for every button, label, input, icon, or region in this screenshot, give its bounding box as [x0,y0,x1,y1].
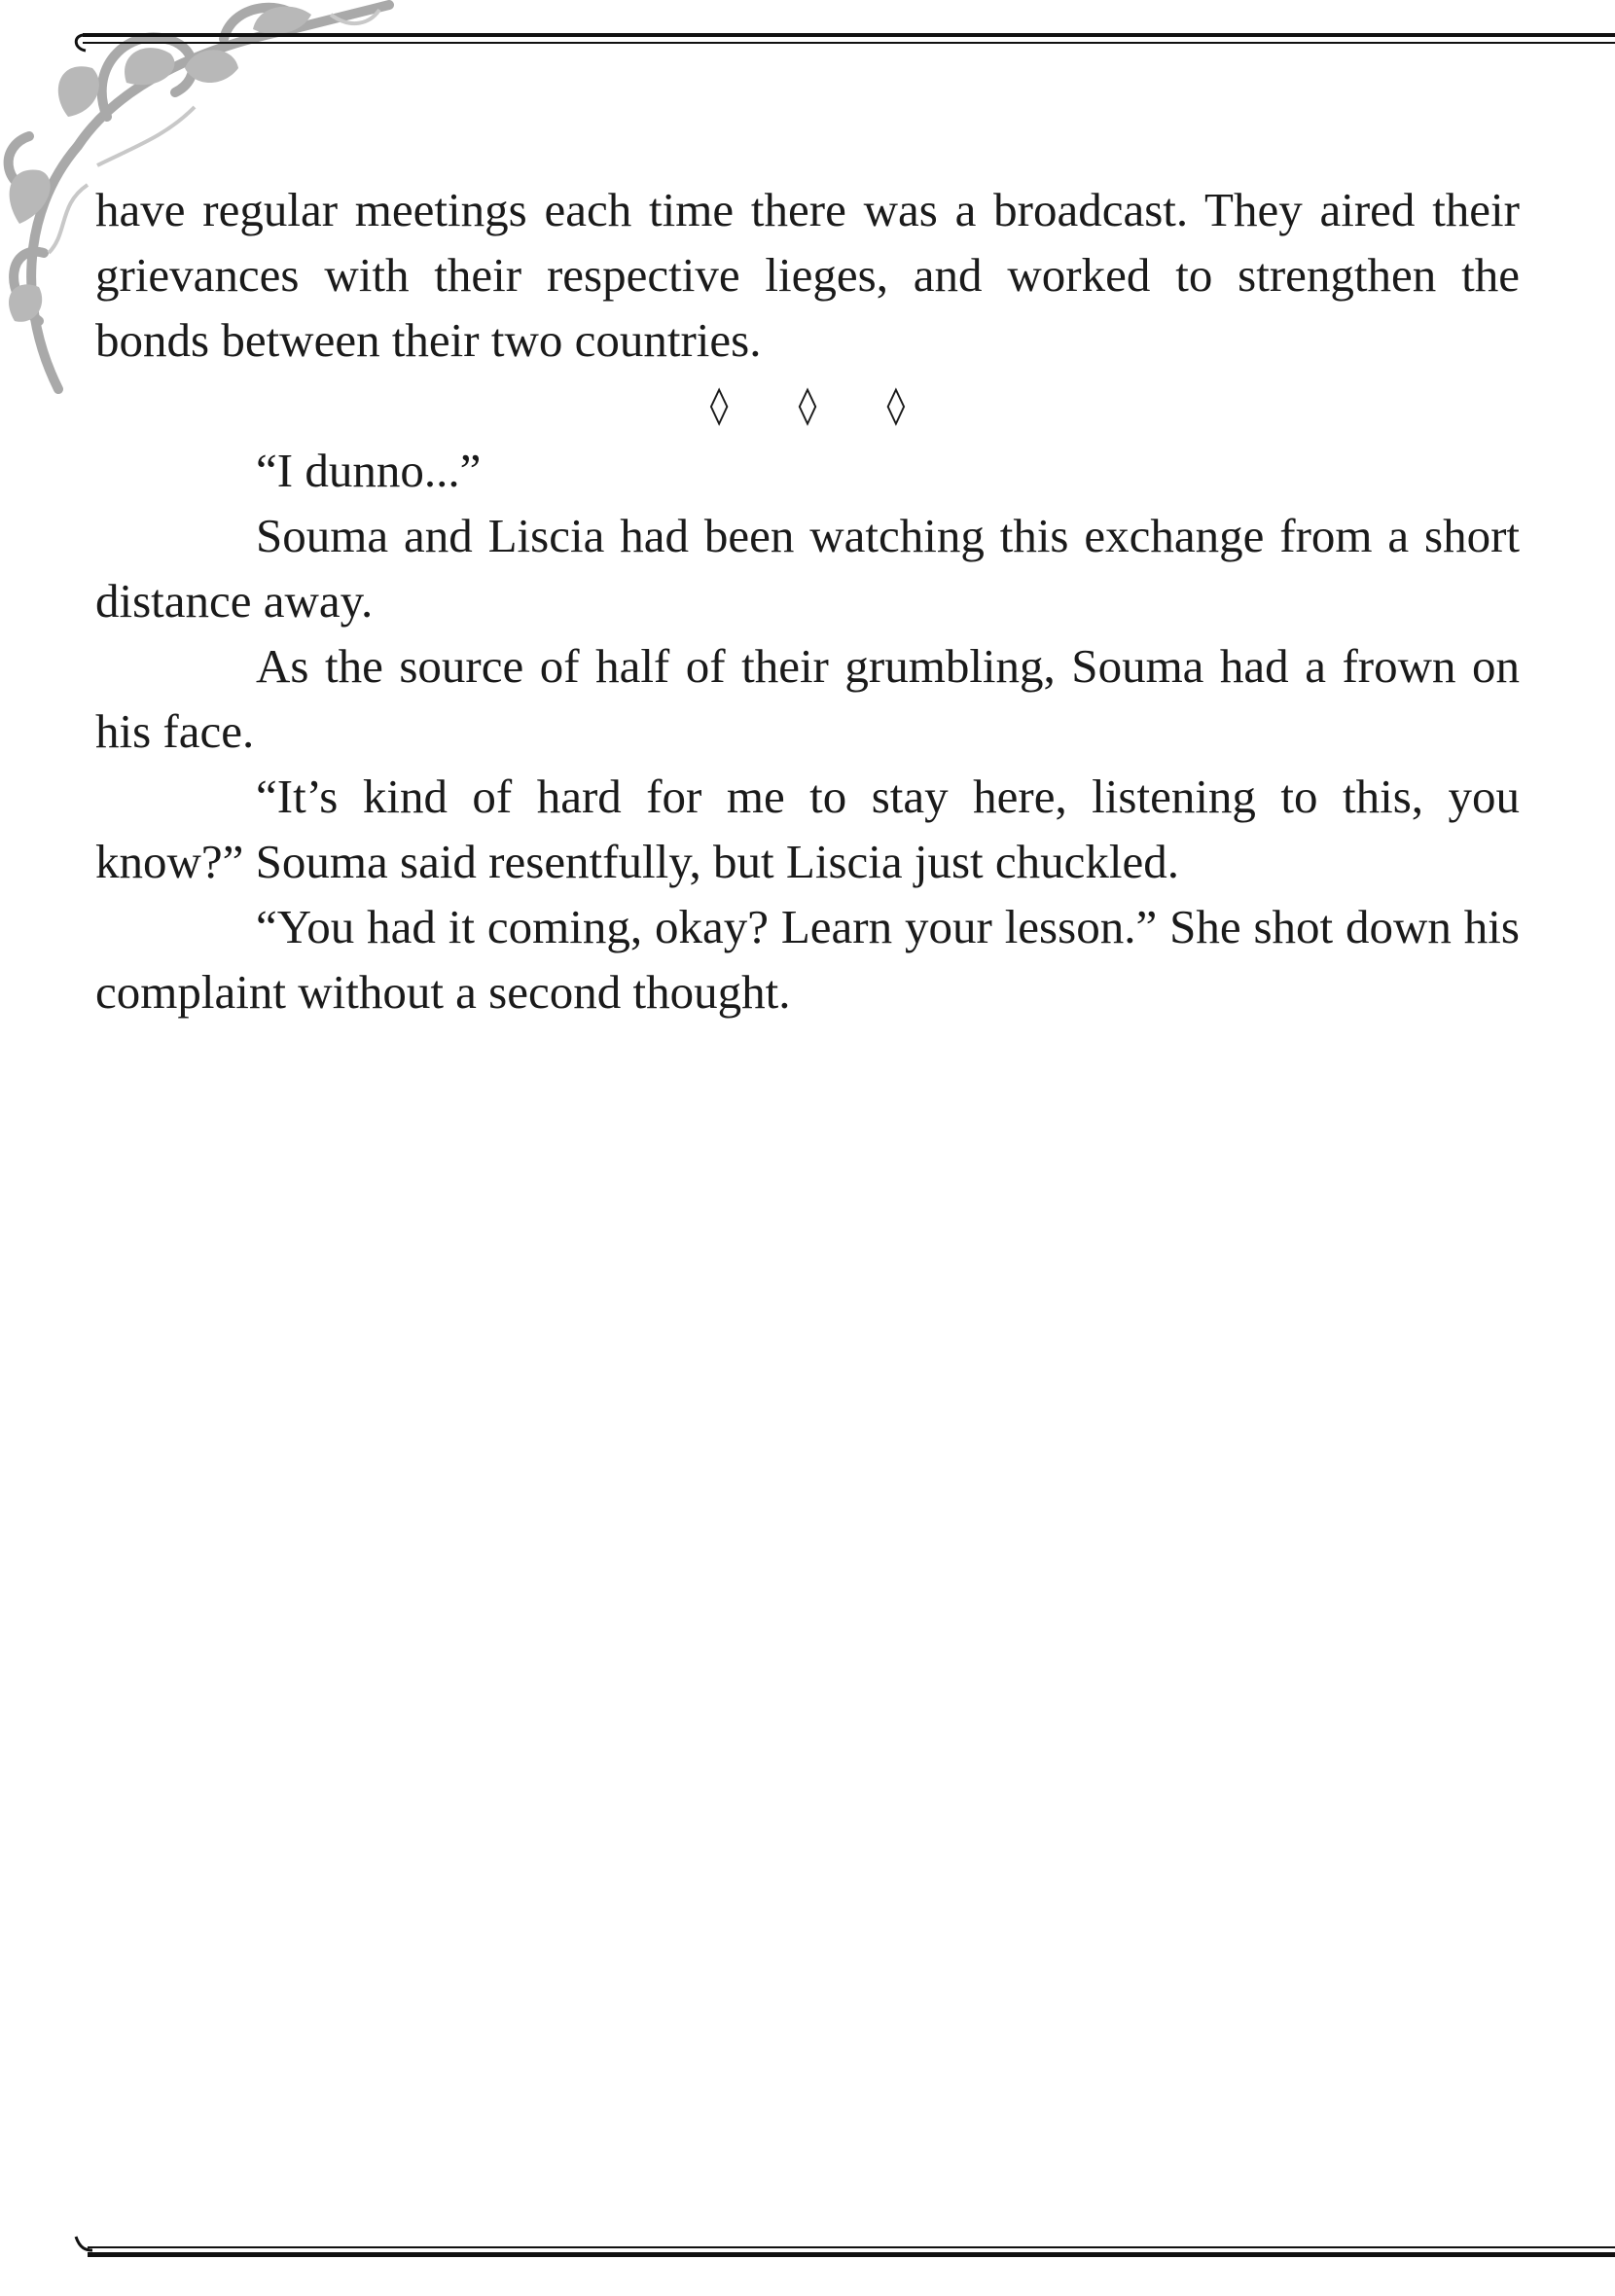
paragraph-narration: As the source of half of their grumbling, Souma had a frown on his face. [95,639,1520,758]
page-body-text [95,177,1520,1024]
paragraph-narration: Souma and Liscia had been watching this exchange from a short distance away. [95,509,1520,628]
top-border-rule [68,29,1615,58]
paragraph-dialogue: “It’s kind of hard for me to stay here, listening to this, you know?” Souma said resentfully, but Liscia just chuckled. [95,770,1520,888]
paragraph-continued: have regular meetings each time there was a broadcast. They aired their grievances with their respective lieges, and worked to strengthen the bonds between their two countries. [95,183,1520,367]
scene-break-divider: ◊ ◊ ◊ [709,383,935,426]
paragraph-dialogue: “You had it coming, okay? Learn your lesson.” She shot down his complaint without a second thought. [95,900,1520,1019]
paragraph-dialogue: “I dunno...” [256,444,482,497]
bottom-border-rule [68,2233,1615,2262]
